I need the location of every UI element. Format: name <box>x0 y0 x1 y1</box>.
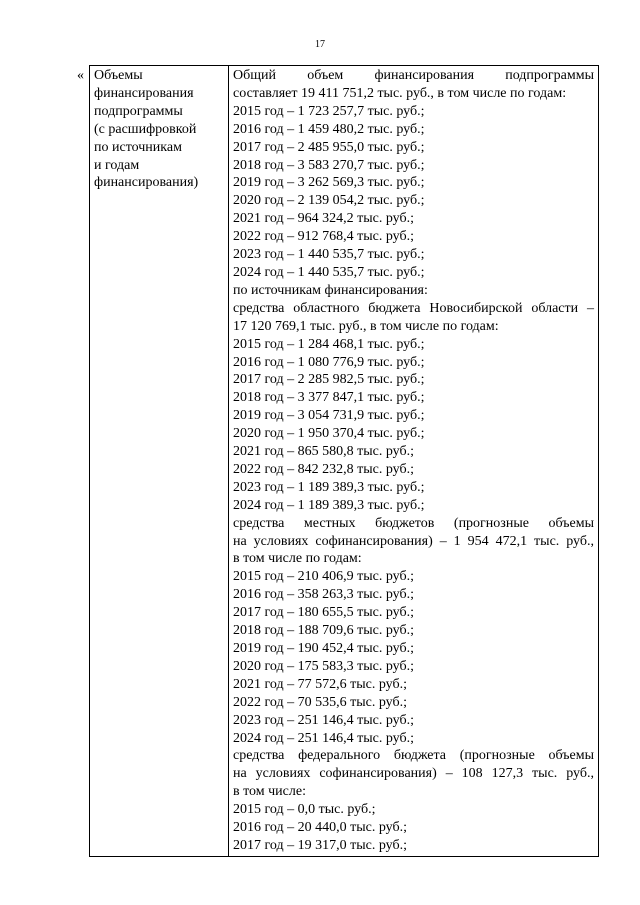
label-line: финансирования) <box>94 175 199 191</box>
year-amount-line: 2022 год – 842 232,8 тыс. руб.; <box>233 461 414 477</box>
year-amount-line: 2023 год – 1 440 535,7 тыс. руб.; <box>233 247 425 263</box>
label-line: финансирования <box>94 85 194 101</box>
year-amount-line: 2020 год – 175 583,3 тыс. руб.; <box>233 658 414 674</box>
year-amount-line: 2021 год – 77 572,6 тыс. руб.; <box>233 676 407 692</box>
year-amount-line: 2017 год – 180 655,5 тыс. руб.; <box>233 605 414 621</box>
year-amount-line: 2016 год – 1 080 776,9 тыс. руб.; <box>233 354 425 370</box>
year-amount-line: 2015 год – 210 406,9 тыс. руб.; <box>233 569 414 585</box>
year-amount-line: 2015 год – 1 723 257,7 тыс. руб.; <box>233 103 425 119</box>
year-amount-line: 2018 год – 3 583 270,7 тыс. руб.; <box>233 157 425 173</box>
year-amount-line: 2016 год – 1 459 480,2 тыс. руб.; <box>233 121 425 137</box>
local-budget-text: средства местных бюджетов (прогнозные объемы <box>233 515 594 531</box>
year-amount-line: 2020 год – 2 139 054,2 тыс. руб.; <box>233 193 425 209</box>
year-amount-line: 2016 год – 20 440,0 тыс. руб.; <box>233 820 407 836</box>
year-amount-line: 2023 год – 1 189 389,3 тыс. руб.; <box>233 479 425 495</box>
label-line: по источникам <box>94 139 182 155</box>
year-amount-line: 2018 год – 3 377 847,1 тыс. руб.; <box>233 390 425 406</box>
federal-years-list <box>233 801 594 855</box>
year-amount-line: 2022 год – 70 535,6 тыс. руб.; <box>233 694 407 710</box>
federal-budget-text: на условиях софинансирования) – 108 127,3 тыс. руб., <box>233 766 594 782</box>
year-amount-line: 2021 год – 865 580,8 тыс. руб.; <box>233 444 414 460</box>
total-financing-text: Общий объем финансирования подпрограммы <box>233 68 594 83</box>
year-amount-line: 2015 год – 1 284 468,1 тыс. руб.; <box>233 336 425 352</box>
financing-row <box>90 66 599 857</box>
label-line: подпрограммы <box>94 103 183 119</box>
label-line: Объемы <box>94 68 143 83</box>
total-financing-text: составляет 19 411 751,2 тыс. руб., в том числе по годам: <box>233 85 567 101</box>
year-amount-line: 2024 год – 1 440 535,7 тыс. руб.; <box>233 264 425 280</box>
year-amount-line: 2019 год – 3 262 569,3 тыс. руб.; <box>233 175 425 191</box>
label-line: и годам <box>94 157 140 173</box>
regional-budget-text: средства областного бюджета Новосибирской области – <box>233 300 594 316</box>
federal-budget-text: средства федерального бюджета (прогнозные объемы <box>233 748 594 764</box>
year-amount-line: 2019 год – 190 452,4 тыс. руб.; <box>233 641 414 656</box>
regional-budget-text: 17 120 769,1 тыс. руб., в том числе по годам: <box>233 318 499 334</box>
year-amount-line: 2020 год – 1 950 370,4 тыс. руб.; <box>233 426 425 442</box>
local-budget-text: в том числе по годам: <box>233 551 362 567</box>
year-amount-line: 2024 год – 251 146,4 тыс. руб.; <box>233 730 414 746</box>
opening-quote-mark: « <box>77 68 84 83</box>
year-amount-line: 2018 год – 188 709,6 тыс. руб.; <box>233 623 414 639</box>
year-amount-line: 2017 год – 2 285 982,5 тыс. руб.; <box>233 372 425 388</box>
year-amount-line: 2019 год – 3 054 731,9 тыс. руб.; <box>233 408 425 424</box>
year-amount-line: 2016 год – 358 263,3 тыс. руб.; <box>233 587 414 603</box>
financing-table <box>89 65 599 857</box>
value-cell <box>229 66 599 857</box>
local-budget-text: на условиях софинансирования) – 1 954 472,1 тыс. руб., <box>233 533 594 549</box>
year-amount-line: 2017 год – 19 317,0 тыс. руб.; <box>233 837 407 853</box>
year-amount-line: 2024 год – 1 189 389,3 тыс. руб.; <box>233 497 425 513</box>
local-years-list <box>233 568 594 747</box>
by-sources-heading: по источникам финансирования: <box>233 282 428 298</box>
total-years-list <box>233 103 594 282</box>
regional-years-list <box>233 336 594 515</box>
year-amount-line: 2015 год – 0,0 тыс. руб.; <box>233 802 376 818</box>
label-line: (с расшифровкой <box>94 121 197 137</box>
year-amount-line: 2017 год – 2 485 955,0 тыс. руб.; <box>233 139 425 155</box>
year-amount-line: 2021 год – 964 324,2 тыс. руб.; <box>233 211 414 227</box>
year-amount-line: 2022 год – 912 768,4 тыс. руб.; <box>233 229 414 245</box>
label-cell <box>90 66 229 857</box>
federal-budget-text: в том числе: <box>233 784 306 800</box>
year-amount-line: 2023 год – 251 146,4 тыс. руб.; <box>233 712 414 728</box>
page-number: 17 <box>315 39 325 50</box>
